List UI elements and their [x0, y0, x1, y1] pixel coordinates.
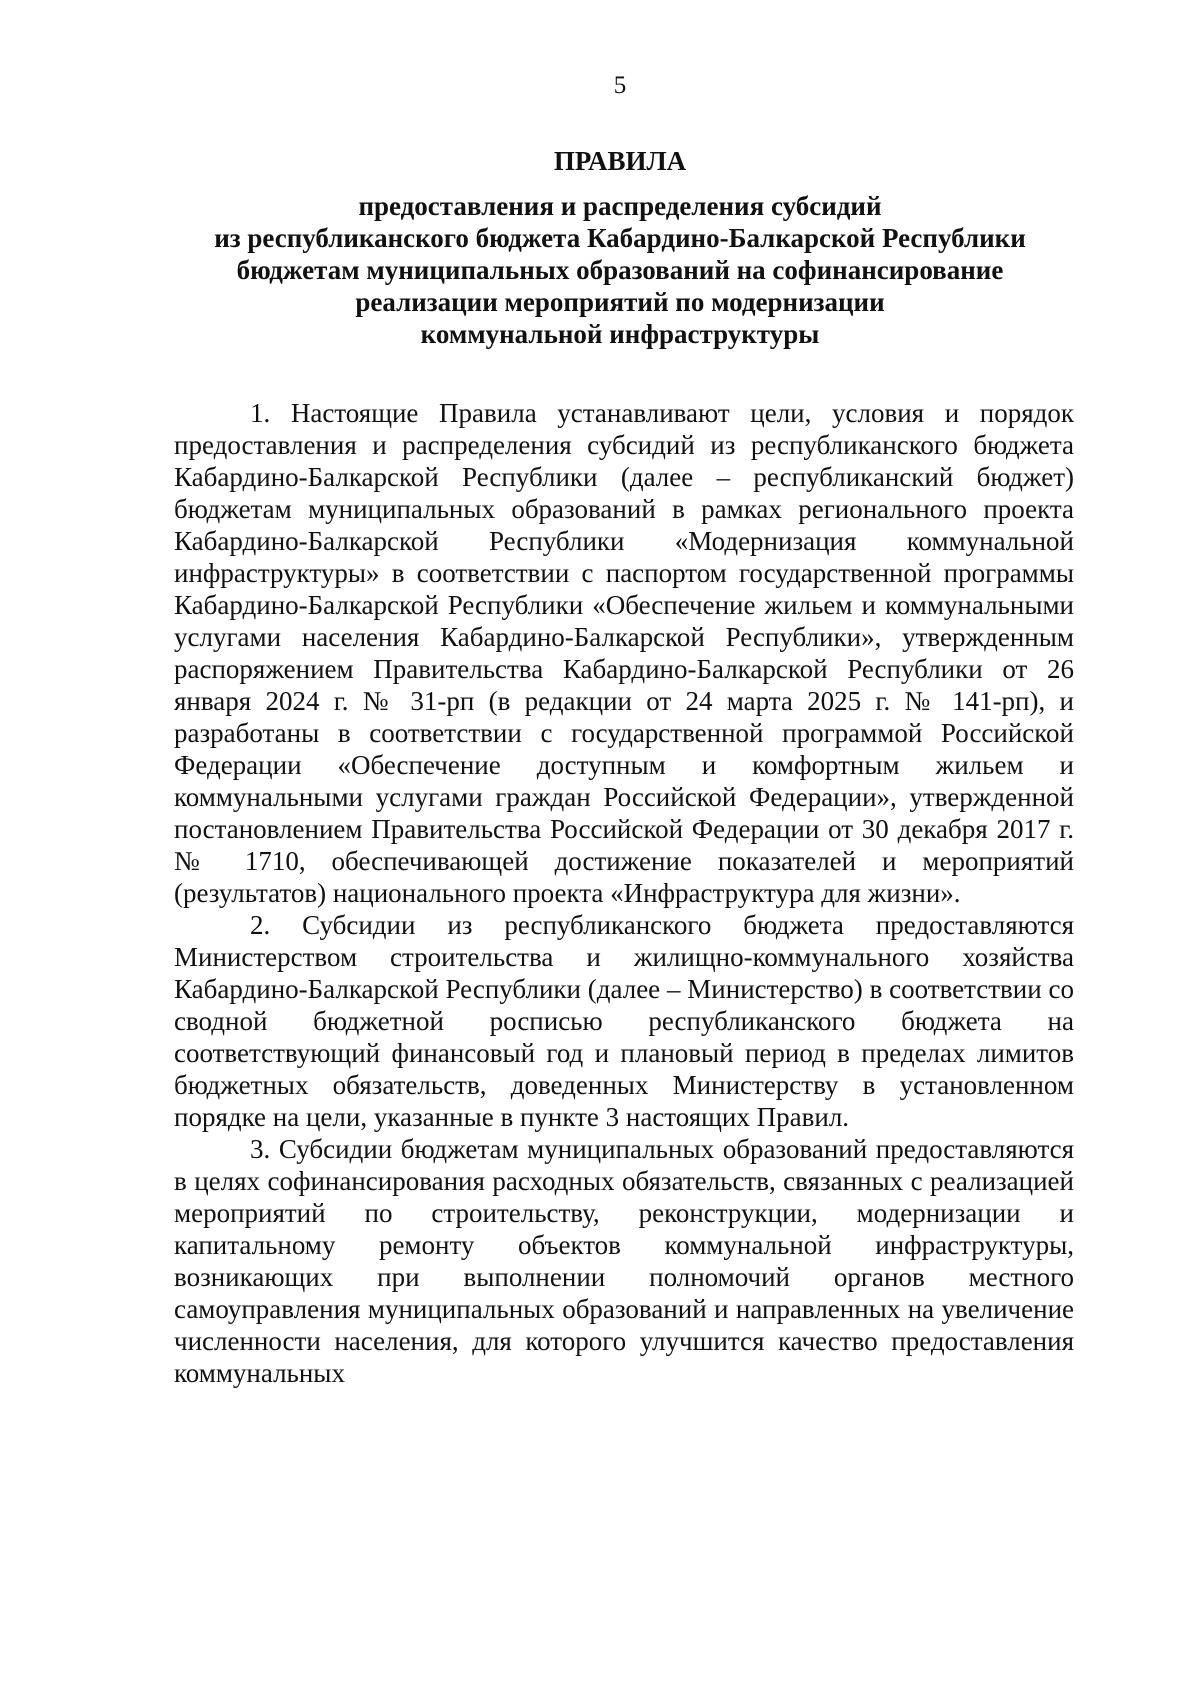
document-subtitle	[140, 190, 1100, 350]
subtitle-line: из республиканского бюджета Кабардино-Балкарской Республики	[214, 223, 1026, 253]
paragraph-1: 1. Настоящие Правила устанавливают цели, условия и порядок предоставления и распределения субсидий из республиканского бюджета Кабардино-Балкарской Республики (далее – республиканский бюджет) бюджетам муниципальных образований в рамках регионального проекта Кабардино-Балкарской Республики «Модернизация коммунальной инфраструктуры» в соответствии с паспортом государственной программы Кабардино-Балкарской Республики «Обеспечение жильем и коммунальными услугами населения Кабардино-Балкарской Республики», утвержденным распоряжением Правительства Кабардино-Балкарской Республики от 26 января 2024 г. № 31-рп (в редакции от 24 марта 2025 г. № 141-рп), и разработаны в соответствии с государственной программой Российской Федерации «Обеспечение доступным и комфортным жильем и коммунальными услугами граждан Российской Федерации», утвержденной постановлением Правительства Российской Федерации от 30 декабря 2017 г. № 1710, обеспечивающей достижение показателей и мероприятий (результатов) национального проекта «Инфраструктура для жизни».	[174, 398, 1074, 908]
subtitle-line: коммунальной инфраструктуры	[420, 319, 820, 349]
paragraph-3: 3. Субсидии бюджетам муниципальных образований предоставляются в целях софинансирования расходных обязательств, связанных с реализацией мероприятий по строительству, реконструкции, модернизации и капитальному ремонту объектов коммунальной инфраструктуры, возникающих при выполнении полномочий органов местного самоуправления муниципальных образований и направленных на увеличение численности населения, для которого улучшится качество предоставления коммунальных	[174, 1134, 1074, 1388]
page-number: 5	[613, 72, 627, 99]
subtitle-line: реализации мероприятий по модернизации	[355, 287, 885, 317]
document-title: ПРАВИЛА	[553, 146, 687, 176]
document-body	[174, 397, 1074, 1389]
subtitle-line: бюджетам муниципальных образований на софинансирование	[236, 255, 1004, 285]
paragraph-2: 2. Субсидии из республиканского бюджета предоставляются Министерством строительства и жилищно-коммунального хозяйства Кабардино-Балкарской Республики (далее – Министерство) в соответствии со сводной бюджетной росписью республиканского бюджета на соответствующий финансовый год и плановый период в пределах лимитов бюджетных обязательств, доведенных Министерству в установленном порядке на цели, указанные в пункте 3 настоящих Правил.	[174, 910, 1074, 1132]
subtitle-line: предоставления и распределения субсидий	[358, 191, 882, 221]
